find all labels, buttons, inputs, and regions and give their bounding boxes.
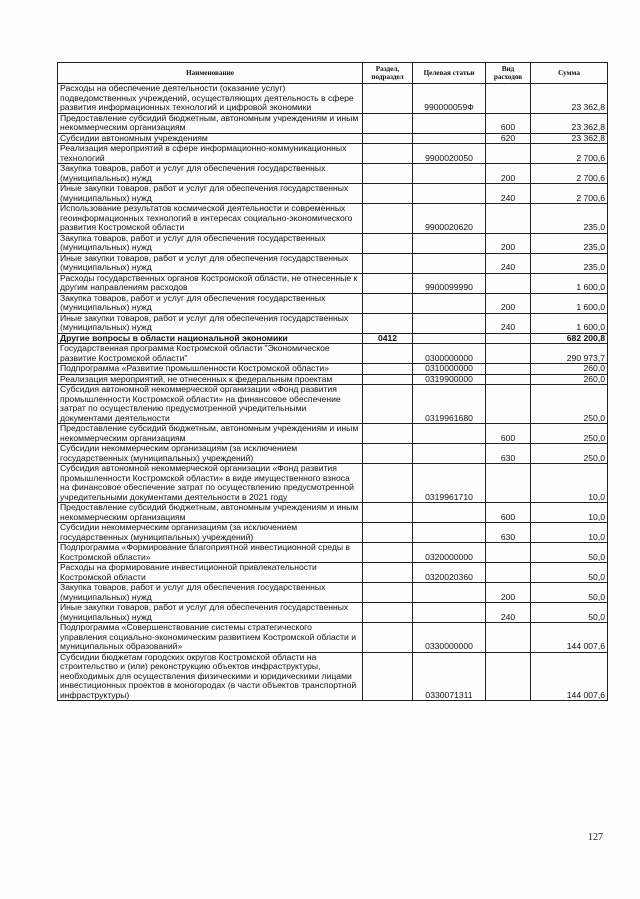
- cell-name: Предоставление субсидий бюджетным, автономным учреждениям и иным некоммерческим организациям: [58, 503, 363, 523]
- cell-section: [363, 464, 413, 503]
- table-row: [58, 543, 608, 563]
- cell-name: Субсидии автономным учреждениям: [58, 133, 363, 144]
- cell-sum: 144 007,6: [531, 652, 608, 701]
- cell-expense-type: 630: [486, 523, 531, 543]
- cell-target-code: [413, 503, 486, 523]
- cell-section: [363, 385, 413, 424]
- cell-name: Другие вопросы в области национальной экономики: [58, 333, 363, 344]
- table-row: [58, 444, 608, 464]
- cell-name: Иные закупки товаров, работ и услуг для обеспечения государственных (муниципальных) нужд: [58, 184, 363, 204]
- cell-target-code: 0320000000: [413, 543, 486, 563]
- cell-sum: 50,0: [531, 543, 608, 563]
- cell-target-code: 0320020360: [413, 563, 486, 583]
- table-row: [58, 623, 608, 653]
- cell-sum: 50,0: [531, 603, 608, 623]
- cell-name: Предоставление субсидий бюджетным, автономным учреждениям и иным некоммерческим организациям: [58, 424, 363, 444]
- cell-name: Субсидии бюджетам городских округов Костромской области на строительство и (или) реконструкцию объектов инфраструктуры, необходимых для осуществления физическими и юридическими лицами инвестиционных проектов в моногородах (в части объектов транспортной инфраструктуры): [58, 652, 363, 701]
- cell-section: 0412: [363, 333, 413, 344]
- cell-target-code: 0330000000: [413, 623, 486, 653]
- cell-section: [363, 84, 413, 114]
- cell-sum: 235,0: [531, 204, 608, 234]
- cell-name: Подпрограмма «Развитие промышленности Костромской области»: [58, 364, 363, 375]
- cell-name: Подпрограмма «Формирование благоприятной инвестиционной среды в Костромской области»: [58, 543, 363, 563]
- cell-name: Закупка товаров, работ и услуг для обеспечения государственных (муниципальных) нужд: [58, 233, 363, 253]
- cell-expense-type: 240: [486, 253, 531, 273]
- cell-sum: 235,0: [531, 253, 608, 273]
- cell-sum: 10,0: [531, 464, 608, 503]
- cell-sum: 2 700,6: [531, 144, 608, 164]
- cell-target-code: [413, 424, 486, 444]
- cell-name: Закупка товаров, работ и услуг для обеспечения государственных (муниципальных) нужд: [58, 583, 363, 603]
- cell-name: Субсидии некоммерческим организациям (за исключением государственных (муниципальных) учреждений): [58, 523, 363, 543]
- table-header-row: [58, 63, 608, 84]
- table-row: [58, 344, 608, 364]
- cell-target-code: [413, 293, 486, 313]
- cell-sum: 260,0: [531, 374, 608, 385]
- cell-sum: 290 973,7: [531, 344, 608, 364]
- cell-expense-type: 200: [486, 233, 531, 253]
- cell-expense-type: [486, 144, 531, 164]
- cell-target-code: 0310000000: [413, 364, 486, 375]
- cell-section: [363, 424, 413, 444]
- cell-name: Иные закупки товаров, работ и услуг для обеспечения государственных (муниципальных) нужд: [58, 603, 363, 623]
- cell-expense-type: [486, 563, 531, 583]
- cell-sum: 23 362,8: [531, 113, 608, 133]
- cell-name: Подпрограмма «Совершенствование системы стратегического управления социально-экономическим развитием Костромской области и муниципальных образований»: [58, 623, 363, 653]
- cell-name: Реализация мероприятий, не отнесенных к федеральным проектам: [58, 374, 363, 385]
- cell-section: [363, 313, 413, 333]
- cell-sum: 1 600,0: [531, 273, 608, 293]
- cell-target-code: [413, 583, 486, 603]
- cell-section: [363, 503, 413, 523]
- table-row: [58, 184, 608, 204]
- cell-name: Иные закупки товаров, работ и услуг для обеспечения государственных (муниципальных) нужд: [58, 253, 363, 273]
- budget-table: [57, 62, 608, 701]
- cell-name: Реализация мероприятий в сфере информационно-коммуникационных технологий: [58, 144, 363, 164]
- cell-name: Закупка товаров, работ и услуг для обеспечения государственных (муниципальных) нужд: [58, 293, 363, 313]
- cell-expense-type: 600: [486, 424, 531, 444]
- cell-name: Иные закупки товаров, работ и услуг для обеспечения государственных (муниципальных) нужд: [58, 313, 363, 333]
- table-row: [58, 113, 608, 133]
- cell-target-code: [413, 444, 486, 464]
- header-name: Наименование: [58, 63, 363, 84]
- table-row: [58, 385, 608, 424]
- cell-sum: 23 362,8: [531, 84, 608, 114]
- cell-expense-type: [486, 364, 531, 375]
- cell-sum: 10,0: [531, 503, 608, 523]
- cell-target-code: [413, 233, 486, 253]
- cell-expense-type: [486, 333, 531, 344]
- cell-name: Расходы на формирование инвестиционной привлекательности Костромской области: [58, 563, 363, 583]
- table-body: [58, 84, 608, 701]
- cell-expense-type: 600: [486, 503, 531, 523]
- cell-target-code: [413, 603, 486, 623]
- cell-sum: 144 007,6: [531, 623, 608, 653]
- table-row: [58, 523, 608, 543]
- cell-section: [363, 543, 413, 563]
- cell-target-code: [413, 313, 486, 333]
- cell-target-code: 0330071311: [413, 652, 486, 701]
- cell-section: [363, 253, 413, 273]
- cell-section: [363, 164, 413, 184]
- cell-expense-type: [486, 652, 531, 701]
- table-row: [58, 583, 608, 603]
- cell-section: [363, 293, 413, 313]
- cell-name: Предоставление субсидий бюджетным, автономным учреждениям и иным некоммерческим организациям: [58, 113, 363, 133]
- table-row: [58, 333, 608, 344]
- cell-expense-type: 600: [486, 113, 531, 133]
- cell-sum: 250,0: [531, 385, 608, 424]
- cell-expense-type: [486, 543, 531, 563]
- cell-expense-type: [486, 623, 531, 653]
- cell-sum: 1 600,0: [531, 313, 608, 333]
- cell-target-code: 9900020050: [413, 144, 486, 164]
- cell-target-code: 990000059Ф: [413, 84, 486, 114]
- cell-section: [363, 374, 413, 385]
- table-row: [58, 652, 608, 701]
- cell-sum: 10,0: [531, 523, 608, 543]
- cell-section: [363, 113, 413, 133]
- cell-section: [363, 603, 413, 623]
- header-type: Вид расходов: [486, 63, 531, 84]
- cell-section: [363, 623, 413, 653]
- cell-name: Государственная программа Костромской области "Экономическое развитие Костромской области": [58, 344, 363, 364]
- cell-sum: 250,0: [531, 444, 608, 464]
- cell-name: Субсидии некоммерческим организациям (за исключением государственных (муниципальных) учреждений): [58, 444, 363, 464]
- table-row: [58, 293, 608, 313]
- cell-target-code: [413, 333, 486, 344]
- cell-sum: 2 700,6: [531, 164, 608, 184]
- table-row: [58, 563, 608, 583]
- cell-expense-type: [486, 204, 531, 234]
- cell-sum: 1 600,0: [531, 293, 608, 313]
- cell-name: Расходы государственных органов Костромской области, не отнесенные к другим направлениям расходов: [58, 273, 363, 293]
- cell-sum: 2 700,6: [531, 184, 608, 204]
- cell-expense-type: [486, 385, 531, 424]
- cell-section: [363, 273, 413, 293]
- cell-section: [363, 233, 413, 253]
- cell-expense-type: 240: [486, 184, 531, 204]
- cell-section: [363, 204, 413, 234]
- cell-expense-type: [486, 273, 531, 293]
- header-section: Раздел, подраздел: [363, 63, 413, 84]
- cell-name: Расходы на обеспечение деятельности (оказание услуг) подведомственных учреждений, осуществляющих деятельность в сфере развития информационных технологий и цифровой экономики: [58, 84, 363, 114]
- cell-sum: 260,0: [531, 364, 608, 375]
- table-row: [58, 424, 608, 444]
- header-sum: Сумма: [531, 63, 608, 84]
- table-row: [58, 233, 608, 253]
- table-row: [58, 273, 608, 293]
- cell-expense-type: [486, 84, 531, 114]
- table-row: [58, 84, 608, 114]
- cell-expense-type: 200: [486, 293, 531, 313]
- cell-target-code: [413, 113, 486, 133]
- cell-target-code: 9900020620: [413, 204, 486, 234]
- cell-sum: 235,0: [531, 233, 608, 253]
- page-number: 127: [588, 832, 603, 843]
- cell-expense-type: 630: [486, 444, 531, 464]
- cell-expense-type: 200: [486, 583, 531, 603]
- cell-target-code: 0319961710: [413, 464, 486, 503]
- table-row: [58, 144, 608, 164]
- cell-target-code: 9900099990: [413, 273, 486, 293]
- cell-sum: 250,0: [531, 424, 608, 444]
- table-row: [58, 364, 608, 375]
- table-row: [58, 503, 608, 523]
- cell-expense-type: 240: [486, 603, 531, 623]
- cell-expense-type: 240: [486, 313, 531, 333]
- table-row: [58, 133, 608, 144]
- table-row: [58, 374, 608, 385]
- cell-section: [363, 133, 413, 144]
- cell-target-code: 0319961680: [413, 385, 486, 424]
- cell-target-code: 0319900000: [413, 374, 486, 385]
- cell-expense-type: [486, 464, 531, 503]
- table-row: [58, 464, 608, 503]
- table-row: [58, 603, 608, 623]
- cell-section: [363, 344, 413, 364]
- cell-sum: 23 362,8: [531, 133, 608, 144]
- cell-target-code: [413, 164, 486, 184]
- cell-sum: 682 200,8: [531, 333, 608, 344]
- cell-expense-type: [486, 344, 531, 364]
- cell-name: Закупка товаров, работ и услуг для обеспечения государственных (муниципальных) нужд: [58, 164, 363, 184]
- cell-expense-type: 200: [486, 164, 531, 184]
- cell-target-code: [413, 253, 486, 273]
- table-row: [58, 313, 608, 333]
- table-row: [58, 204, 608, 234]
- cell-target-code: [413, 184, 486, 204]
- cell-section: [363, 144, 413, 164]
- cell-sum: 50,0: [531, 563, 608, 583]
- cell-target-code: [413, 523, 486, 543]
- header-target: Целевая статьи: [413, 63, 486, 84]
- cell-expense-type: [486, 374, 531, 385]
- cell-sum: 50,0: [531, 583, 608, 603]
- table-row: [58, 253, 608, 273]
- cell-section: [363, 444, 413, 464]
- cell-section: [363, 563, 413, 583]
- cell-section: [363, 523, 413, 543]
- cell-target-code: 0300000000: [413, 344, 486, 364]
- cell-section: [363, 184, 413, 204]
- cell-section: [363, 364, 413, 375]
- cell-section: [363, 652, 413, 701]
- cell-name: Использование результатов космической деятельности и современных геоинформационных технологий в интересах социально-экономического развития Костромской области: [58, 204, 363, 234]
- cell-name: Субсидия автономной некоммерческой организации «Фонд развития промышленности Костромской области» в виде имущественного взноса на финансовое обеспечение затрат по осуществлению предусмотренной учредительными документами деятельности в 2021 году: [58, 464, 363, 503]
- table-row: [58, 164, 608, 184]
- cell-name: Субсидия автономной некоммерческой организации «Фонд развития промышленности Костромской области» на финансовое обеспечение затрат по осуществлению предусмотренной учредительными документами деятельности: [58, 385, 363, 424]
- cell-section: [363, 583, 413, 603]
- cell-target-code: [413, 133, 486, 144]
- cell-expense-type: 620: [486, 133, 531, 144]
